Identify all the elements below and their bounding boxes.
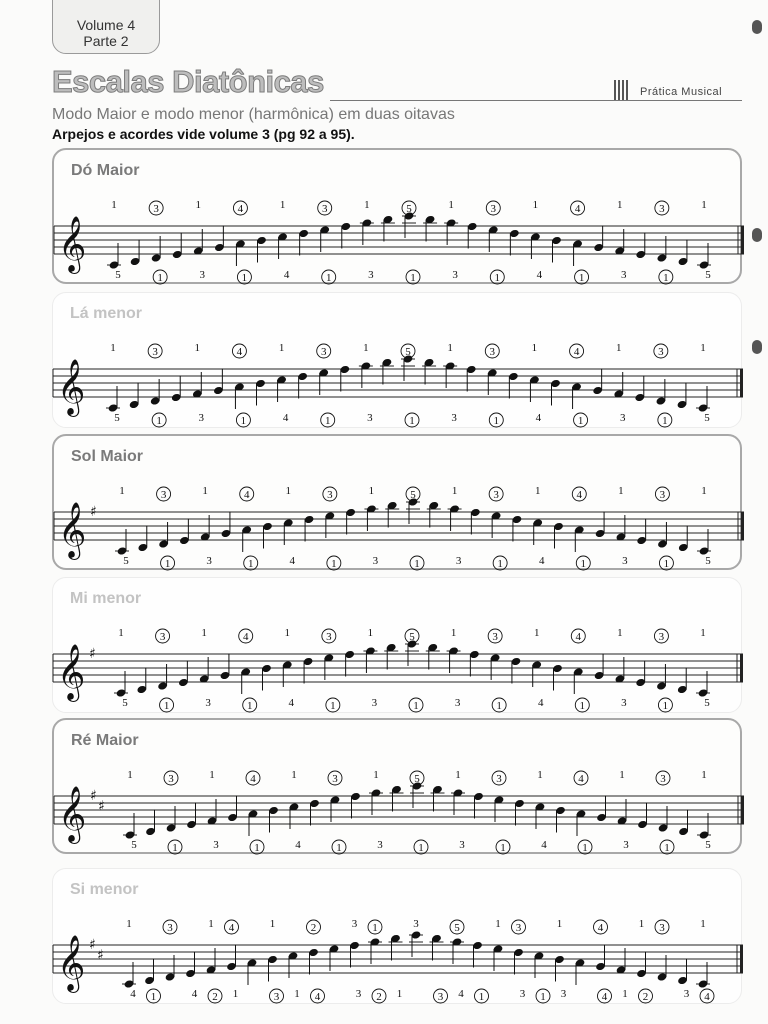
fingering-above: 1 xyxy=(455,769,461,781)
fingering-above: 1 xyxy=(447,342,453,354)
fingering-above: 1 xyxy=(278,342,285,354)
fingering-above: 1 xyxy=(110,342,116,354)
sharp-icon: ♯ xyxy=(89,646,96,662)
fingering-below: 4 xyxy=(537,697,544,709)
fingering-below: 3 xyxy=(452,269,458,281)
fingering-below: 1 xyxy=(247,558,254,570)
fingering-above: 1 xyxy=(556,918,563,930)
fingering-above: 5 xyxy=(410,489,416,501)
fingering-above: 1 xyxy=(532,199,539,211)
fingering-above: 3 xyxy=(152,346,158,358)
fingering-below: 1 xyxy=(663,272,669,284)
fingering-above: 1 xyxy=(209,769,215,781)
fingering-below: 1 xyxy=(579,700,586,712)
fingering-below: 1 xyxy=(413,700,419,712)
fingering-above: 3 xyxy=(351,918,358,930)
fingering-below: 3 xyxy=(621,697,627,709)
fingering-below: 3 xyxy=(355,988,362,1000)
fingering-above: 5 xyxy=(454,922,460,934)
fingering-below: 3 xyxy=(213,839,219,851)
fingering-below: 4 xyxy=(130,988,136,1000)
fingering-below: 4 xyxy=(601,991,608,1003)
scale-title: Mi menor xyxy=(70,590,142,607)
fingering-above: 1 xyxy=(284,627,291,639)
fingering-below: 1 xyxy=(163,700,170,712)
header-rule xyxy=(330,100,742,101)
piano-keys-icon xyxy=(614,80,630,100)
fingering-above: 3 xyxy=(332,773,338,785)
fingering-below: 4 xyxy=(538,555,545,567)
fingering-below: 1 xyxy=(164,558,171,570)
fingering-below: 5 xyxy=(131,839,137,851)
fingering-above: 1 xyxy=(450,627,457,639)
fingering-below: 1 xyxy=(240,415,247,427)
staff xyxy=(43,323,743,427)
fingering-below: 1 xyxy=(331,558,337,570)
fingering-above: 1 xyxy=(701,199,707,211)
fingering-above: 4 xyxy=(597,922,604,934)
fingering-above: 4 xyxy=(243,489,250,501)
fingering-above: 3 xyxy=(327,489,333,501)
fingering-above: 1 xyxy=(368,485,375,497)
fingering-below: 4 xyxy=(541,839,547,851)
fingering-above: 1 xyxy=(119,485,125,497)
fingering-above: 4 xyxy=(576,489,583,501)
fingering-above: 1 xyxy=(195,199,202,211)
fingering-below: 1 xyxy=(418,842,424,854)
fingering-above: 5 xyxy=(406,203,412,215)
scale-title: Sol Maior xyxy=(71,448,144,465)
fingering-below: 4 xyxy=(458,988,464,1000)
fingering-below: 3 xyxy=(455,555,462,567)
fingering-above: 1 xyxy=(448,199,454,211)
fingering-above: 1 xyxy=(533,627,540,639)
fingering-below: 3 xyxy=(619,412,626,424)
fingering-above: 1 xyxy=(700,918,706,930)
fingering-below: 1 xyxy=(577,415,584,427)
treble-clef-icon: 𝄞 xyxy=(57,644,86,700)
fingering-above: 4 xyxy=(237,203,244,215)
fingering-above: 1 xyxy=(111,199,117,211)
fingering-below: 3 xyxy=(371,697,378,709)
fingering-above: 4 xyxy=(242,631,249,643)
fingering-below: 3 xyxy=(367,412,373,424)
fingering-below: 3 xyxy=(372,555,379,567)
staff xyxy=(44,466,744,570)
fingering-above: 1 xyxy=(638,918,645,930)
fingering-above: 4 xyxy=(236,346,243,358)
fingering-below: 4 xyxy=(314,991,321,1003)
fingering-above: 5 xyxy=(414,773,420,785)
treble-clef-icon: 𝄞 xyxy=(57,935,86,991)
fingering-above: 1 xyxy=(537,769,543,781)
fingering-below: 1 xyxy=(496,700,502,712)
scale-title: Dó Maior xyxy=(71,162,140,179)
fingering-above: 1 xyxy=(363,342,369,354)
scale-title: Ré Maior xyxy=(71,732,139,749)
fingering-above: 3 xyxy=(659,922,665,934)
fingering-above: 3 xyxy=(515,922,522,934)
staff xyxy=(44,180,744,284)
fingering-below: 1 xyxy=(330,700,336,712)
scale-title: Si menor xyxy=(70,881,139,898)
fingering-below: 1 xyxy=(396,988,403,1000)
fingering-below: 1 xyxy=(500,842,506,854)
treble-clef-icon: 𝄞 xyxy=(57,359,86,415)
fingering-below: 1 xyxy=(493,415,500,427)
page-title: Escalas Diatônicas xyxy=(52,64,324,99)
fingering-above: 3 xyxy=(490,203,497,215)
fingering-below: 3 xyxy=(273,991,280,1003)
scale-panel-mi-menor xyxy=(52,577,742,713)
fingering-below: 1 xyxy=(580,558,587,570)
final-barline-thick xyxy=(741,226,744,254)
scale-panel-si-menor xyxy=(52,868,742,1004)
fingering-above: 3 xyxy=(492,631,498,643)
fingering-above: 3 xyxy=(320,346,327,358)
fingering-below: 1 xyxy=(150,991,157,1003)
fingering-below: 1 xyxy=(232,988,239,1000)
fingering-below: 4 xyxy=(535,412,542,424)
fingering-below: 1 xyxy=(241,272,248,284)
fingering-below: 1 xyxy=(582,842,588,854)
fingering-below: 5 xyxy=(114,412,120,424)
fingering-above: 1 xyxy=(201,627,207,639)
fingering-above: 1 xyxy=(615,342,622,354)
fingering-below: 3 xyxy=(519,988,526,1000)
volume-tab xyxy=(52,0,160,54)
fingering-below: 1 xyxy=(294,988,300,1000)
fingering-above: 1 xyxy=(269,918,276,930)
fingering-below: 5 xyxy=(704,697,710,709)
fingering-above: 1 xyxy=(291,769,297,781)
fingering-below: 3 xyxy=(205,697,211,709)
fingering-below: 1 xyxy=(246,700,253,712)
fingering-below: 3 xyxy=(437,991,444,1003)
fingering-below: 3 xyxy=(199,269,206,281)
fingering-above: 1 xyxy=(701,769,707,781)
fingering-above: 3 xyxy=(413,918,419,930)
fingering-above: 1 xyxy=(616,199,623,211)
fingering-below: 3 xyxy=(683,988,690,1000)
fingering-below: 1 xyxy=(172,842,178,854)
fingering-below: 1 xyxy=(336,842,342,854)
final-barline-thick xyxy=(740,654,743,682)
fingering-below: 2 xyxy=(212,991,218,1003)
scale-panel-la-menor xyxy=(52,292,742,428)
fingering-above: 3 xyxy=(153,203,159,215)
fingering-below: 5 xyxy=(123,555,129,567)
sharp-icon: ♯ xyxy=(90,788,97,804)
fingering-below: 2 xyxy=(376,991,382,1003)
fingering-above: 1 xyxy=(701,485,707,497)
fingering-above: 4 xyxy=(250,773,256,785)
fingering-below: 5 xyxy=(122,697,128,709)
fingering-above: 3 xyxy=(167,922,173,934)
fingering-below: 3 xyxy=(206,555,212,567)
fingering-above: 1 xyxy=(531,342,538,354)
staff xyxy=(44,750,744,854)
fingering-above: 1 xyxy=(127,769,133,781)
fingering-below: 3 xyxy=(198,412,205,424)
fingering-above: 1 xyxy=(208,918,214,930)
fingering-below: 5 xyxy=(705,555,711,567)
fingering-below: 3 xyxy=(560,988,567,1000)
fingering-below: 4 xyxy=(536,269,543,281)
treble-clef-icon: 𝄞 xyxy=(58,216,87,272)
fingering-above: 3 xyxy=(659,489,666,501)
fingering-below: 1 xyxy=(324,415,331,427)
fingering-below: 5 xyxy=(704,412,710,424)
fingering-below: 3 xyxy=(622,555,628,567)
fingering-below: 1 xyxy=(622,988,628,1000)
fingering-above: 1 xyxy=(619,769,625,781)
final-barline-thick xyxy=(741,796,744,824)
fingering-above: 3 xyxy=(168,773,174,785)
fingering-below: 1 xyxy=(254,842,260,854)
fingering-below: 5 xyxy=(705,839,711,851)
fingering-above: 1 xyxy=(364,199,370,211)
scale-panel-do-maior xyxy=(52,148,742,284)
fingering-above: 3 xyxy=(159,631,166,643)
fingering-above: 1 xyxy=(118,627,124,639)
fingering-below: 3 xyxy=(620,269,627,281)
volume-label: Volume 4 xyxy=(76,17,136,33)
fingering-above: 1 xyxy=(700,342,706,354)
fingering-above: 3 xyxy=(658,346,664,358)
sharp-icon: ♯ xyxy=(89,937,96,953)
fingering-above: 1 xyxy=(372,922,378,934)
fingering-below: 3 xyxy=(368,269,374,281)
staff xyxy=(43,608,743,712)
fingering-below: 1 xyxy=(478,991,485,1003)
fingering-below: 4 xyxy=(191,988,198,1000)
fingering-below: 2 xyxy=(642,991,649,1003)
fingering-above: 3 xyxy=(659,203,665,215)
fingering-above: 1 xyxy=(700,627,706,639)
fingering-below: 3 xyxy=(454,697,461,709)
fingering-above: 1 xyxy=(618,485,624,497)
page-note: Arpejos e acordes vide volume 3 (pg 92 a 95). xyxy=(52,126,355,142)
fingering-below: 4 xyxy=(289,555,296,567)
fingering-above: 1 xyxy=(373,769,379,781)
fingering-above: 4 xyxy=(574,203,581,215)
fingering-above: 1 xyxy=(285,485,292,497)
page-edge-mark xyxy=(752,340,762,354)
scale-title: Lá menor xyxy=(70,305,143,322)
fingering-above: 5 xyxy=(409,631,415,643)
fingering-above: 4 xyxy=(228,922,235,934)
fingering-above: 3 xyxy=(326,631,332,643)
brand-label: Prática Musical xyxy=(640,86,723,98)
fingering-below: 1 xyxy=(664,842,670,854)
part-label: Parte 2 xyxy=(83,33,129,49)
fingering-above: 1 xyxy=(617,627,623,639)
sharp-icon: ♯ xyxy=(90,504,97,520)
fingering-below: 5 xyxy=(115,269,121,281)
fingering-below: 1 xyxy=(540,991,546,1003)
fingering-above: 5 xyxy=(405,346,411,358)
fingering-below: 1 xyxy=(662,700,669,712)
final-barline-thick xyxy=(740,945,743,973)
fingering-below: 4 xyxy=(295,839,301,851)
fingering-above: 1 xyxy=(279,199,286,211)
fingering-below: 1 xyxy=(410,272,416,284)
fingering-above: 1 xyxy=(534,485,541,497)
fingering-above: 1 xyxy=(202,485,208,497)
fingering-below: 4 xyxy=(704,991,710,1003)
fingering-below: 3 xyxy=(459,839,465,851)
fingering-above: 1 xyxy=(194,342,201,354)
fingering-below: 1 xyxy=(494,272,501,284)
treble-clef-icon: 𝄞 xyxy=(58,502,87,558)
page-edge-mark xyxy=(752,20,762,34)
sharp-icon: ♯ xyxy=(98,798,105,815)
fingering-above: 3 xyxy=(658,631,665,643)
fingering-below: 1 xyxy=(409,415,415,427)
sharp-icon: ♯ xyxy=(97,947,104,964)
fingering-below: 5 xyxy=(705,269,711,281)
fingering-above: 4 xyxy=(578,773,584,785)
fingering-above: 4 xyxy=(575,631,582,643)
fingering-below: 3 xyxy=(377,839,383,851)
fingering-below: 1 xyxy=(497,558,503,570)
fingering-above: 3 xyxy=(660,773,666,785)
fingering-below: 3 xyxy=(623,839,629,851)
fingering-above: 3 xyxy=(160,489,167,501)
treble-clef-icon: 𝄞 xyxy=(58,786,87,842)
fingering-above: 3 xyxy=(489,346,496,358)
fingering-above: 1 xyxy=(367,627,374,639)
fingering-above: 1 xyxy=(451,485,458,497)
fingering-above: 3 xyxy=(496,773,502,785)
scale-panel-re-maior xyxy=(52,718,742,854)
fingering-below: 1 xyxy=(156,415,162,427)
fingering-above: 1 xyxy=(495,918,501,930)
fingering-above: 4 xyxy=(573,346,580,358)
fingering-below: 1 xyxy=(662,415,668,427)
scale-panel-sol-maior xyxy=(52,434,742,570)
fingering-below: 3 xyxy=(451,412,457,424)
final-barline-thick xyxy=(740,369,743,397)
fingering-below: 1 xyxy=(325,272,332,284)
fingering-below: 4 xyxy=(282,412,289,424)
fingering-below: 1 xyxy=(414,558,420,570)
fingering-below: 1 xyxy=(663,558,670,570)
fingering-above: 3 xyxy=(321,203,328,215)
fingering-below: 4 xyxy=(283,269,290,281)
fingering-below: 4 xyxy=(288,697,295,709)
fingering-above: 2 xyxy=(310,922,317,934)
staff xyxy=(43,899,743,1003)
page-edge-mark xyxy=(752,228,762,242)
fingering-above: 1 xyxy=(126,918,132,930)
fingering-below: 1 xyxy=(157,272,163,284)
fingering-below: 1 xyxy=(578,272,585,284)
page-subtitle: Modo Maior e modo menor (harmônica) em duas oitavas xyxy=(52,106,455,123)
fingering-above: 3 xyxy=(493,489,499,501)
final-barline-thick xyxy=(741,512,744,540)
